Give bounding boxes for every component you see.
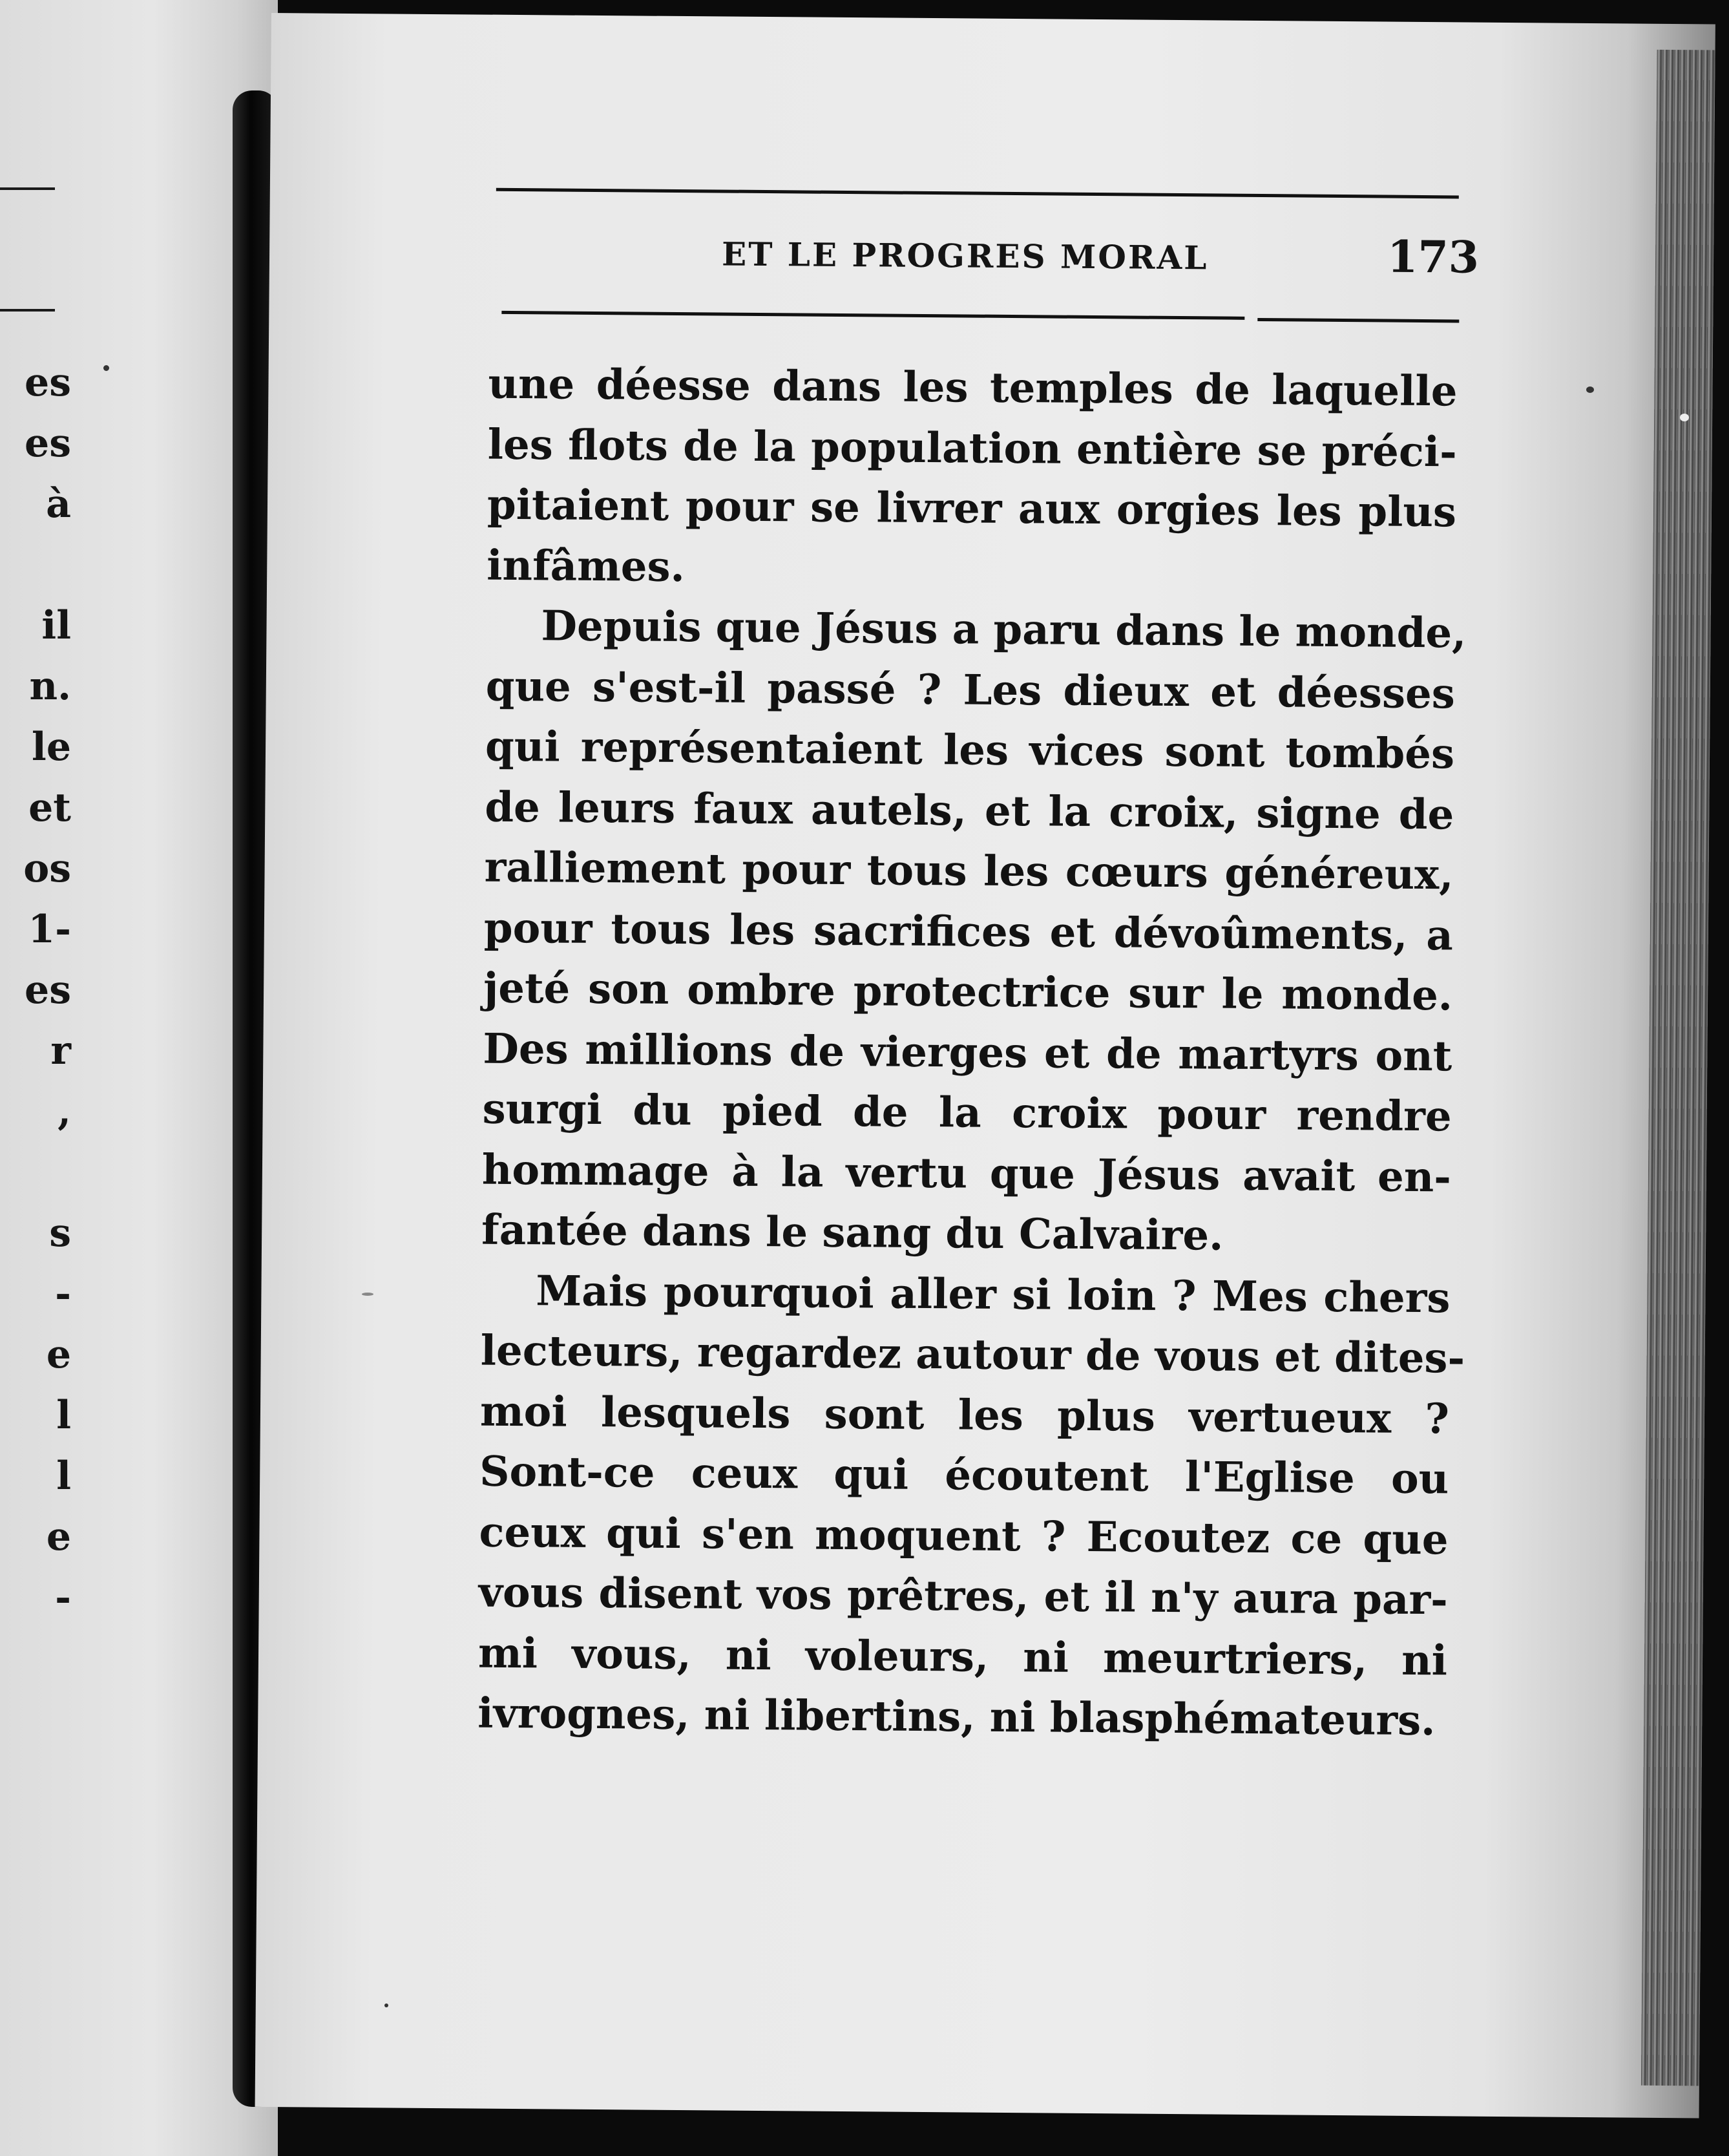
- text-line: ivrognes, ni libertins, ni blasphémateurs.: [477, 1689, 1436, 1746]
- text-line: de leurs faux autels, et la croix, signe de: [485, 783, 1454, 839]
- text-line: une déesse dans les temples de laquelle: [488, 359, 1458, 416]
- text-line: Depuis que Jésus a paru dans le monde,: [541, 602, 1467, 658]
- left-page-fragment: [0, 1142, 71, 1203]
- text-line: mi vous, ni voleurs, ni meurtriers, ni: [477, 1629, 1448, 1685]
- scan-speck: [362, 1293, 373, 1296]
- right-page: [255, 13, 1715, 2118]
- text-line: que s'est-il passé ? Les dieux et déesses: [485, 662, 1456, 718]
- text-line: qui représentaient les vices sont tombés: [485, 722, 1455, 779]
- header-bottom-rule: [501, 311, 1244, 320]
- left-page-fragment: os: [23, 846, 71, 891]
- left-page-fragment: à: [46, 481, 71, 527]
- left-page-fragment: 1-: [28, 907, 71, 952]
- left-page-text-fragments: [0, 352, 71, 1628]
- text-line: infâmes.: [487, 541, 686, 591]
- text-line: pitaient pour se livrer aux orgies les plus: [487, 480, 1457, 537]
- text-line: lecteurs, regardez autour de vous et dites-: [480, 1326, 1465, 1383]
- left-page-fragment: ,: [58, 1089, 71, 1134]
- scan-speck: [103, 365, 109, 371]
- running-head: ET LE PROGRES MORAL: [721, 235, 1209, 277]
- left-page-fragment: r: [50, 1028, 71, 1073]
- text-line: ralliement pour tous les cœurs généreux,: [484, 843, 1454, 900]
- page-number: 173: [1387, 231, 1480, 284]
- left-page-fragment: e: [46, 1514, 71, 1559]
- text-line: jeté son ombre protectrice sur le monde.: [483, 964, 1453, 1020]
- left-page-fragment: s: [49, 1210, 71, 1256]
- text-line: Des millions de vierges et de martyrs ont: [483, 1024, 1452, 1081]
- header-top-rule: [496, 188, 1459, 199]
- text-line: ceux qui s'en moquent ? Ecoutez ce que: [479, 1508, 1449, 1564]
- left-page-fragment: es: [25, 421, 71, 466]
- left-page-fragment: l: [56, 1453, 71, 1499]
- left-page-fragment: e: [46, 1332, 71, 1377]
- left-page-fragment: -: [55, 1271, 71, 1316]
- page-edge-stack: [1641, 50, 1715, 2086]
- left-page-fragment: -: [55, 1575, 71, 1620]
- text-line: Mais pourquoi aller si loin ? Mes chers: [536, 1266, 1451, 1322]
- left-page-fragment: et: [28, 785, 71, 830]
- left-page-rule: [0, 309, 55, 312]
- left-page-fragment: n.: [29, 664, 71, 709]
- left-page-rule: [0, 187, 55, 190]
- left-page-fragment: es: [25, 967, 71, 1013]
- left-page-fragment: [0, 534, 71, 595]
- text-line: fantée dans le sang du Calvaire.: [481, 1205, 1224, 1260]
- scan-speck: [1680, 414, 1689, 421]
- header-bottom-rule: [1257, 318, 1459, 322]
- text-line: hommage à la vertu que Jésus avait en-: [481, 1145, 1452, 1201]
- text-line: surgi du pied de la croix pour rendre: [482, 1084, 1452, 1141]
- text-line: Sont-ce ceux qui écoutent l'Eglise ou: [479, 1447, 1449, 1504]
- text-line: les flots de la population entière se préci-: [487, 420, 1458, 476]
- left-page-fragment: le: [32, 724, 71, 770]
- left-page-fragment: il: [41, 603, 71, 648]
- scan-speck: [1586, 386, 1594, 393]
- body-text: [477, 354, 1467, 1751]
- left-page-fragment: l: [56, 1393, 71, 1438]
- text-line: moi lesquels sont les plus vertueux ?: [479, 1387, 1450, 1443]
- scan-speck: [384, 2003, 388, 2007]
- text-line: vous disent vos prêtres, et il n'y aura par-: [478, 1568, 1449, 1625]
- left-page-fragment: es: [25, 360, 71, 405]
- text-line: pour tous les sacrifices et dévoûments, a: [483, 904, 1454, 960]
